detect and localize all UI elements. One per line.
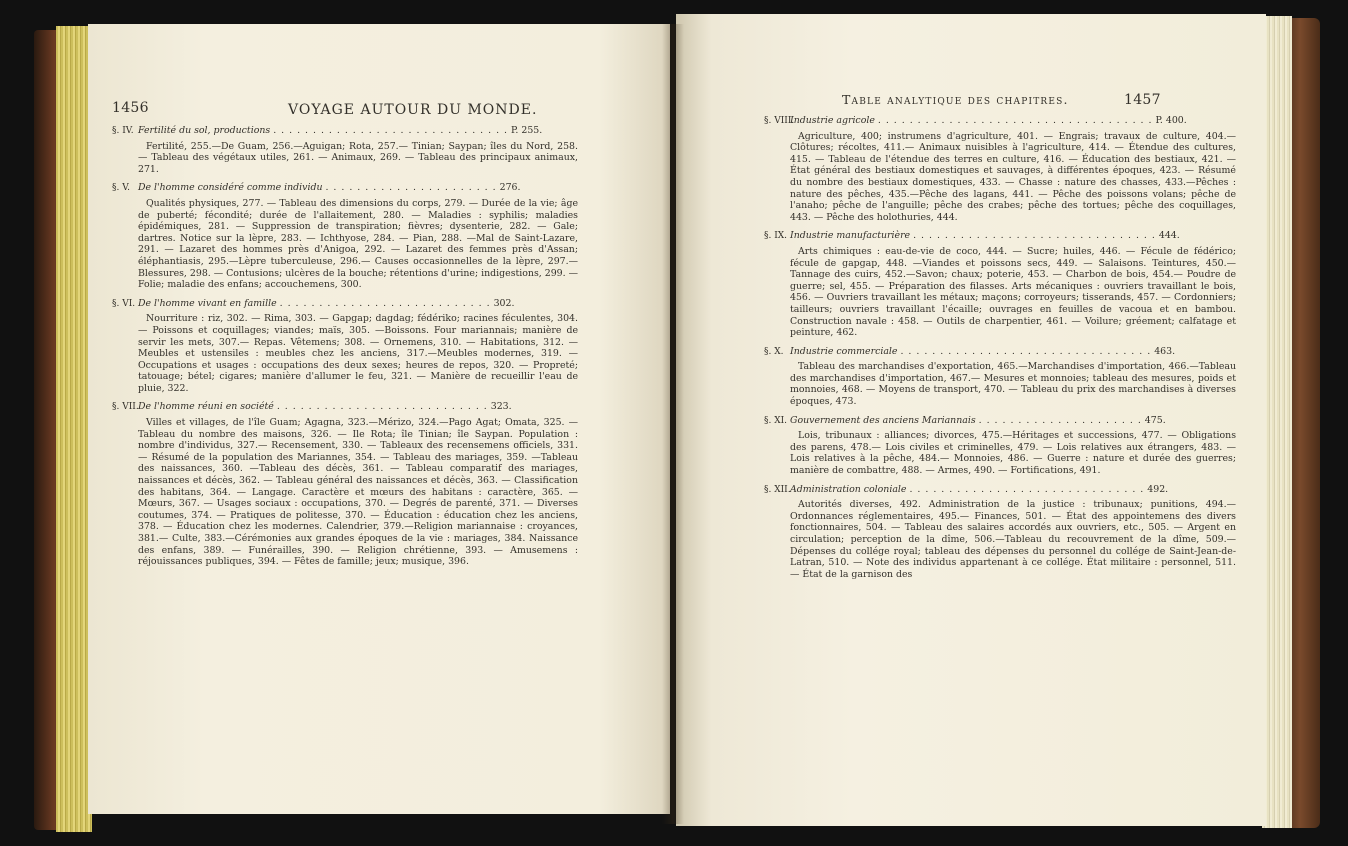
leader-dots: . . . . . . . . . . . . . . . . . . . . . . . . . . . . . .: [273, 125, 509, 136]
section-page: 463.: [1154, 345, 1176, 357]
right-page-number: 1457: [1124, 92, 1161, 108]
leader-dots: . . . . . . . . . . . . . . . . . . . . . . . . . . .: [279, 297, 491, 309]
section-heading: [764, 346, 1236, 359]
section-body: [112, 198, 578, 291]
leader-dots: . . . . . . . . . . . . . . . . . . . . . . . . . . . . . . . .: [900, 345, 1152, 357]
section-body: [764, 430, 1236, 476]
leader-dots: . . . . . . . . . . . . . . . . . . . . . . . . . . . . . . . . . . .: [877, 115, 1153, 126]
section-title: Industrie manufacturière: [790, 230, 911, 242]
section-heading: [112, 298, 578, 311]
section-number: §. VI.: [112, 298, 136, 309]
section-title: Administration coloniale: [790, 483, 907, 495]
section-text: Lois, tribunaux : alliances; divorces, 475.—Héritages et successions, 477. — Obligations des parens, 478.— Lois civiles et criminelles, 479. — Lois relatives aux étrangers, 483. — Lois relatives à la pêche, 484.— Monnoies, 486. — Guerre : nature et durée des guerres; manière de combattre, 488. — Armes, 490. — Fortifications, 491.: [790, 430, 1236, 477]
section-title: De l'homme vivant en famille: [138, 297, 277, 309]
section-heading: [112, 182, 578, 195]
section-body: [764, 499, 1236, 580]
section-title: Gouvernement des anciens Mariannais: [790, 414, 976, 426]
section-number: §. X.: [764, 346, 784, 357]
section-text: Arts chimiques : eau-de-vie de coco, 444. — Sucre; huiles, 446. — Fécule de fédérico; fécule de gapgap, 448. —Viandes et poissons secs, 449. — Salaisons. Teintures, 450.—Tannage des cuirs, 452.—Savon; chaux; poterie, 453. — Charbon de bois, 454.— Poudre de guerre; sel, 455. — Préparation des filasses. Arts mécaniques : ouvriers travaillant le bois, 456. — Ouvriers travaillant les métaux; maçons; corroyeurs; tisserands, 457. — Cordonniers; tailleurs; ouvriers travaillant l'écaille; ouvrages en feuilles de vacoua et en bambou. Construction navale : 458. — Outils de charpentier, 461. — Voilure; gréement; calfatage et peinture, 462.: [790, 245, 1236, 339]
section-text: Villes et villages, de l'île Guam; Agagna, 323.—Mérizo, 324.—Pago Agat; Omata, 325. — Tableau du nombre des maisons, 326. — Ile Rota; île Tinian; île Saypan. Population : nombre d'individus, 327.— Recensement, 330. — Tableaux des recensemens officiels, 331. — Résumé de la population des Mariannes, 354. — Tableau des mariages, 359. —Tableau des naissances, 360. —Tableau des décès, 361. — Tableau comparatif des mariages, naissances et décès, 362. — Tableau général des naissances et décès, 363. — Classification des habitans, 364. — Langage. Caractère et mœurs des habitans : caractère, 365. — Mœurs, 367. — Usages sociaux : occupations, 370. — Degrés de parenté, 371. — Diverses coutumes, 374. — Pratiques de politesse, 370. — Éducation : éducation chez les anciens, 378. — Éducation chez les modernes. Calendrier, 379.—Religion mariannaise : croyances, 381.— Culte, 383.—Cérémonies aux grandes époques de la vie : mariages, 384. Naissance des enfans, 389. — Funérailles, 390. — Religion chrétienne, 393. — Amusemens : réjouissances publiques, 394. — Fêtes de famille; jeux; musique, 396.: [138, 417, 578, 568]
section-number: §. XII.: [764, 484, 791, 495]
section-number: §. VII.: [112, 402, 139, 413]
section-title: De l'homme réuni en société: [138, 401, 274, 413]
section-body: [764, 246, 1236, 339]
page-edges-left: [56, 26, 92, 832]
section-number: §. IV.: [112, 126, 134, 136]
leader-dots: . . . . . . . . . . . . . . . . . . . . . . . . . . .: [276, 401, 488, 413]
section-text: Fertilité, 255.—De Guam, 256.—Aguigan; Rota, 257.— Tinian; Saypan; îles du Nord, 258. — Tableau des végétaux utiles, 261. — Animaux, 269. — Tableau des principaux animaux, 271.: [138, 140, 578, 175]
section-page: 323.: [490, 401, 512, 413]
section-page: 444.: [1158, 230, 1180, 242]
book-gutter: [662, 24, 684, 824]
section-page: 302.: [493, 297, 515, 309]
section-text: Qualités physiques, 277. — Tableau des dimensions du corps, 279. — Durée de la vie; âge de puberté; fécondité; durée de l'allaitement, 280. — Maladies : syphilis; maladies épidémiques, 281. — Suppression de transpiration; fièvres; dysenterie, 282. — Gale; dartres. Notice sur la lèpre, 283. — Ichthyose, 284. — Pian, 288. —Mal de Saint-Lazare, 291. — Lazaret des hommes près d'Anigoa, 292. — Lazaret des femmes près d'Assan; éléphantiasis, 295.—Lèpre tuberculeuse, 296.— Causes occasionnelles de la lèpre, 297.—Blessures, 298. — Contusions; ulcères de la bouche; rétentions d'urine; indigestions, 299. — Folie; maladie des enfans; accouchemens, 300.: [138, 197, 578, 291]
left-running-title: VOYAGE AUTOUR DU MONDE.: [288, 102, 538, 118]
section-number: §. XI.: [764, 415, 788, 426]
section-heading: [112, 125, 578, 138]
section-number: §. VIII.: [764, 116, 795, 126]
leader-dots: . . . . . . . . . . . . . . . . . . . . . . . . . . . . . .: [909, 483, 1145, 495]
left-page: [88, 24, 670, 814]
section-body: [112, 313, 578, 394]
page-edges-right: [1262, 16, 1292, 828]
section-heading: [112, 401, 578, 414]
section-heading: [764, 415, 1236, 428]
section-body: [112, 417, 578, 568]
section-page: P. 255.: [511, 125, 543, 136]
section-page: 492.: [1147, 483, 1169, 495]
section-title: Industrie commerciale: [790, 345, 898, 357]
right-page: [676, 14, 1266, 826]
section-body: [112, 141, 578, 176]
section-page: 475.: [1144, 414, 1166, 426]
left-page-content: [112, 125, 578, 575]
section-title: Industrie agricole: [790, 115, 875, 126]
section-body: [764, 361, 1236, 407]
section-page: P. 400.: [1155, 115, 1187, 126]
leader-dots: . . . . . . . . . . . . . . . . . . . . .: [978, 414, 1142, 426]
section-page: 276.: [499, 182, 521, 194]
section-text: Agriculture, 400; instrumens d'agriculture, 401. — Engrais; travaux de culture, 404.— Clôtures; récoltes, 411.— Animaux nuisibles à l'agriculture, 414. — Étendue des cultures, 415. — Tableau de l'étendue des terres en culture, 416. — Éducation des bestiaux, 421. — État général des bestiaux domestiques et sauvages, à différentes époques, 423. — Résumé du nombre des bestiaux domestiques, 433. — Chasse : nature des chasses, 433.—Pêches : nature des pêches, 435.—Pêche des lagans, 441. — Pêche des poissons volans; pêche de l'anaho; pêche de l'anguille; pêche des crabes; pêche des tortues; pêche des coquillages, 443. — Pêche des holothuries, 444.: [790, 130, 1236, 223]
section-text: Tableau des marchandises d'exportation, 465.—Marchandises d'importation, 466.—Tableau des marchandises d'importation, 467.— Mesures et monnoies; tableau des mesures, poids et monnoies, 468. — Moyens de transport, 470. — Tableau du prix des marchandises à diverses époques, 473.: [790, 361, 1236, 408]
section-title: De l'homme considéré comme individu: [138, 182, 323, 194]
leader-dots: . . . . . . . . . . . . . . . . . . . . . . . . . . . . . . .: [913, 230, 1156, 242]
section-number: §. IX.: [764, 231, 788, 242]
left-page-number: 1456: [112, 100, 149, 116]
right-running-title: Table analytique des chapitres.: [842, 92, 1069, 107]
section-heading: [764, 230, 1236, 243]
section-text: Autorités diverses, 492. Administration de la justice : tribunaux; punitions, 494.— Ordonnances réglementaires, 495.— Finances, 501. — État des appointemens des divers fonctionnaires, 504. — Tableau des salaires accordés aux ouvriers, etc., 505. — Argent en circulation; perception de la dîme, 506.—Tableau du recouvrement de la dîme, 509.— Dépenses du collége royal; tableau des dépenses du personnel du collége de Saint-Jean-de-Latran, 510. — Note des individus appartenant à ce collége. État militaire : personnel, 511. — État de la garnison des: [790, 499, 1236, 580]
section-heading: [764, 484, 1236, 497]
section-text: Nourriture : riz, 302. — Rima, 303. — Gapgap; dagdag; fédériko; racines féculentes, 304. — Poissons et coquillages; viandes; maïs, 305. —Boissons. Four mariannais; manière de servir les mets, 307.— Repas. Vêtemens; 308. — Ornemens, 310. — Habitations, 312. — Meubles et ustensiles : meubles chez les anciens, 317.—Meubles modernes, 319. — Occupations et usages : occupations des deux sexes; heures de repos, 320. — Propreté; tatouage; bétel; cigares; manière d'allumer le feu, 321. — Manière de recueillir l'eau de pluie, 322.: [138, 313, 578, 394]
right-page-content: [764, 115, 1236, 587]
leader-dots: . . . . . . . . . . . . . . . . . . . . . .: [325, 182, 497, 194]
section-number: §. V.: [112, 183, 131, 194]
section-heading: [764, 115, 1236, 128]
section-title: Fertilité du sol, productions: [138, 125, 271, 136]
section-body: [764, 131, 1236, 224]
